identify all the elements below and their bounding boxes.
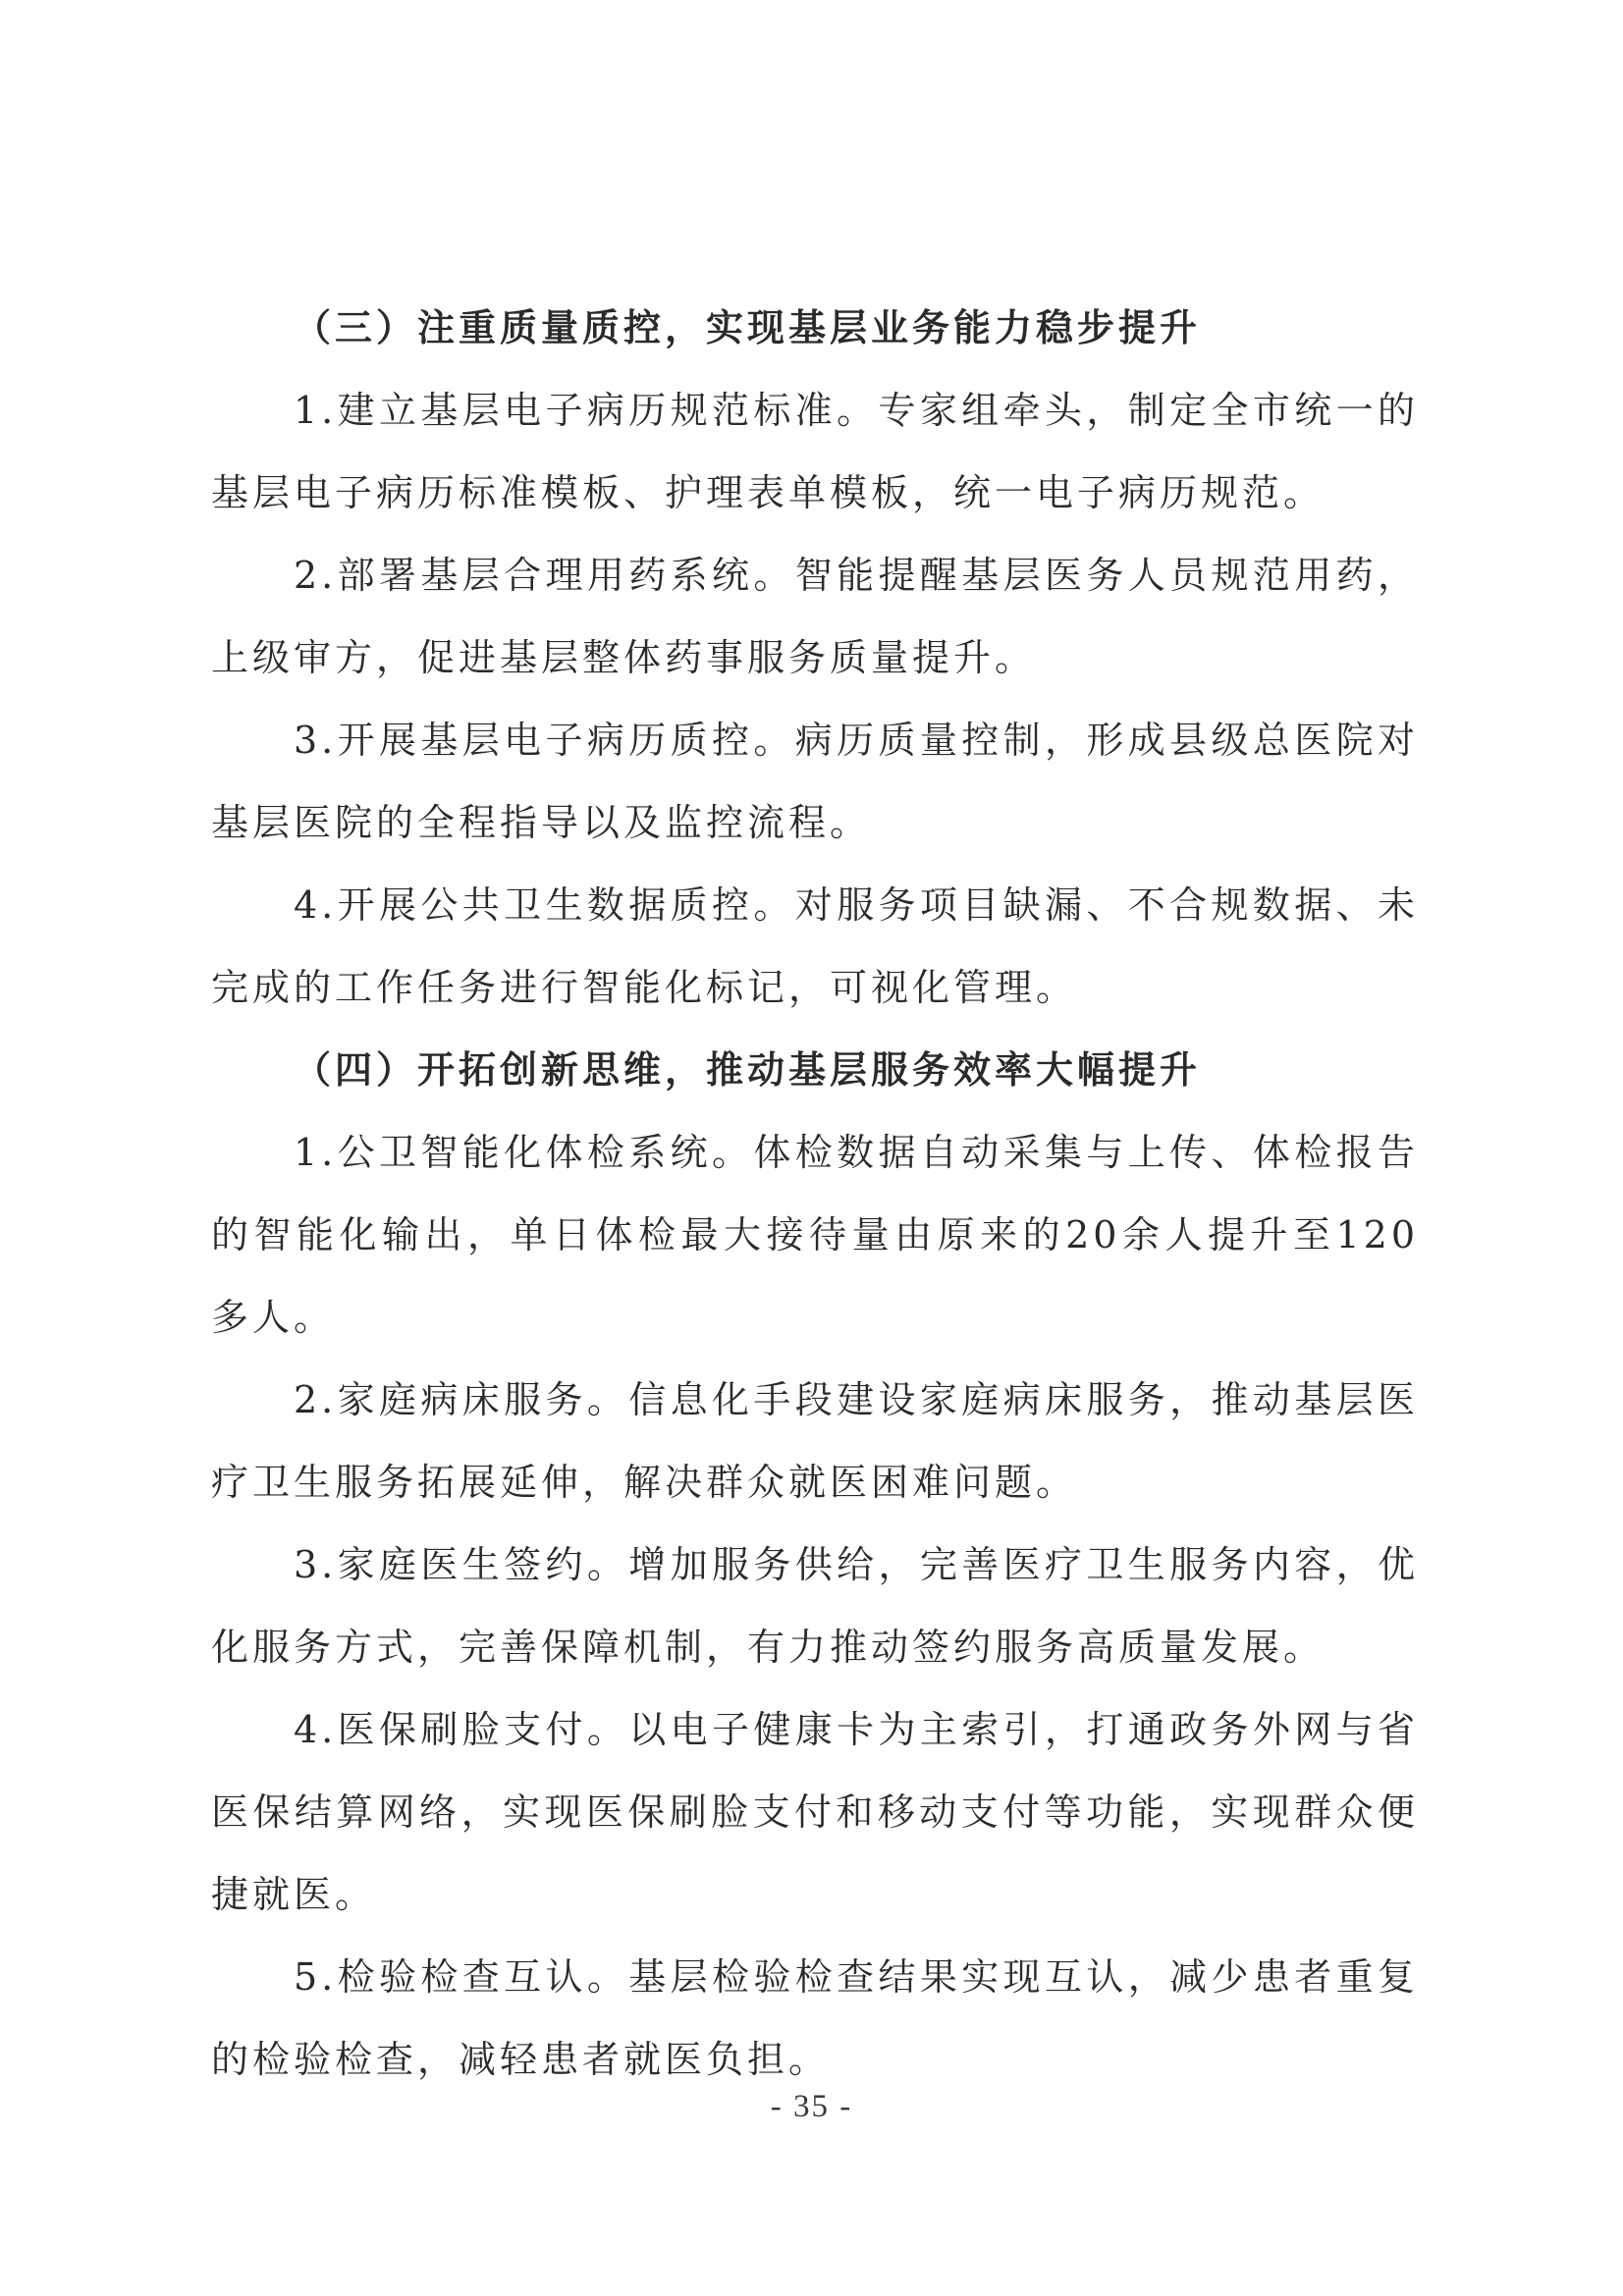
paragraph-3-1: 1.建立基层电子病历规范标准。专家组牵头，制定全市统一的基层电子病历标准模板、护理表单模板，统一电子病历规范。	[211, 389, 1419, 514]
document-body	[211, 287, 1419, 2101]
paragraph-3-3: 3.开展基层电子病历质控。病历质量控制，形成县级总医院对基层医院的全程指导以及监控流程。	[211, 719, 1419, 844]
paragraph-4-2: 2.家庭病床服务。信息化手段建设家庭病床服务，推动基层医疗卫生服务拓展延伸，解决群众就医困难问题。	[211, 1378, 1419, 1504]
paragraph-4-5: 5.检验检查互认。基层检验检查结果实现互认，减少患者重复的检验检查，减轻患者就医负担。	[211, 1955, 1419, 2081]
paragraph-3-4: 4.开展公共卫生数据质控。对服务项目缺漏、不合规数据、未完成的工作任务进行智能化标记，可视化管理。	[211, 883, 1419, 1009]
paragraph-4-1: 1.公卫智能化体检系统。体检数据自动采集与上传、体检报告的智能化输出，单日体检最大接待量由原来的20余人提升至120多人。	[211, 1131, 1419, 1339]
paragraph-3-2: 2.部署基层合理用药系统。智能提醒基层医务人员规范用药，上级审方，促进基层整体药事服务质量提升。	[211, 554, 1419, 679]
section-heading-4: （四）开拓创新思维，推动基层服务效率大幅提升	[294, 1047, 1202, 1092]
page-number: - 35 -	[770, 2089, 853, 2124]
paragraph-4-4: 4.医保刷脸支付。以电子健康卡为主索引，打通政务外网与省医保结算网络，实现医保刷脸支付和移动支付等功能，实现群众便捷就医。	[211, 1708, 1419, 1916]
section-heading-3: （三）注重质量质控，实现基层业务能力稳步提升	[294, 305, 1202, 349]
paragraph-4-3: 3.家庭医生签约。增加服务供给，完善医疗卫生服务内容，优化服务方式，完善保障机制，有力推动签约服务高质量发展。	[211, 1543, 1419, 1669]
